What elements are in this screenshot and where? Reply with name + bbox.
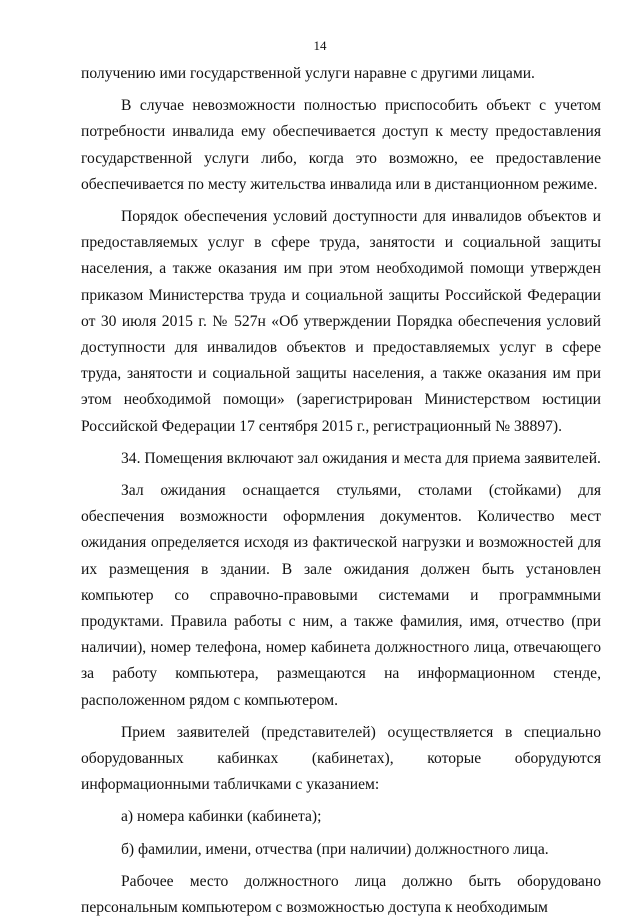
paragraph-reception: Прием заявителей (представителей) осуществляется в специально оборудованных кабинках (кабинетах), которые оборудуются информационными табличками с указанием:	[81, 723, 601, 794]
paragraph-waiting-hall: Зал ожидания оснащается стульями, столами (стойками) для обеспечения возможности оформления документов. Количество мест ожидания определяется исходя из фактической нагрузки и возможностей для их размещения в здании. В зале ожидания должен быть установлен компьютер со справочно-правовыми системами и программными продуктами. Правила работы с ним, а также фамилия, имя, отчество (при наличии), номер телефона, номер кабинета должностного лица, отвечающего за работу компьютера, размещаются на информационном стенде, расположенном рядом с компьютером.	[81, 482, 601, 709]
list-item-b: б) фамилии, имени, отчества (при наличии) должностного лица.	[121, 840, 549, 858]
paragraph-access: В случае невозможности полностью приспособить объект с учетом потребности инвалида ему обеспечивается доступ к месту предоставления государственной услуги либо, когда это возможно, ее предоставление обеспечивается по месту жительства инвалида или в дистанционном режиме.	[81, 97, 601, 193]
document-body	[81, 61, 601, 921]
list-item-a: а) номера кабинки (кабинета);	[121, 808, 322, 826]
paragraph-workplace: Рабочее место должностного лица должно быть оборудовано персональным компьютером с возможностью доступа к необходимым	[81, 872, 601, 917]
paragraph-continuation: получению ими государственной услуги наравне с другими лицами.	[81, 65, 535, 82]
paragraph-order: Порядок обеспечения условий доступности для инвалидов объектов и предоставляемых услуг в сфере труда, занятости и социальной защиты населения, а также оказания им при этом необходимой помощи утвержден приказом Министерства труда и социальной защиты Российской Федерации от 30 июля 2015 г. № 527н «Об утверждении Порядка обеспечения условий доступности для инвалидов объектов и предоставляемых услуг в сфере труда, занятости и социальной защиты населения, а также оказания им при этом необходимой помощи» (зарегистрирован Министерством юстиции Российской Федерации 17 сентября 2015 г., регистрационный № 38897).	[81, 208, 601, 435]
page-number: 14	[313, 38, 327, 53]
paragraph-item-34: 34. Помещения включают зал ожидания и места для приема заявителей.	[121, 449, 601, 467]
